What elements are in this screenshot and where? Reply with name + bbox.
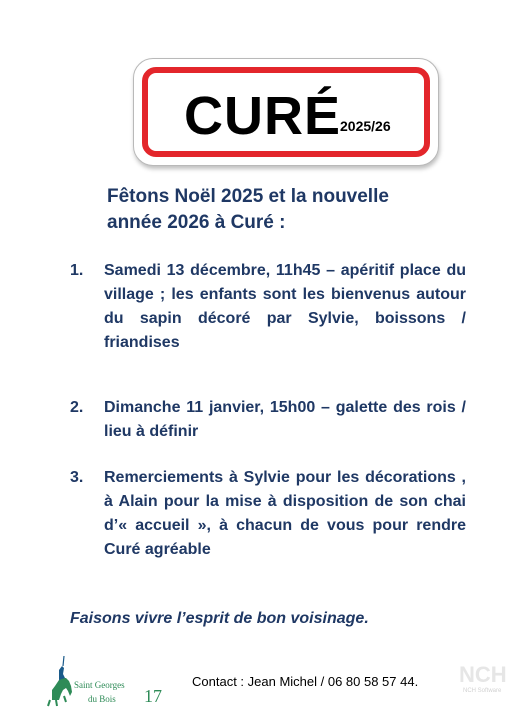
list-item-text: Remerciements à Sylvie pour les décorations , à Alain pour la mise à disposition de son chai d’« accueil », à chacun de vous pour rendre Curé agréable <box>104 469 466 558</box>
headline <box>107 184 467 236</box>
logo-line-2: du Bois <box>88 694 116 704</box>
sign-year: 2025/26 <box>340 118 391 134</box>
watermark-caption: NCH Software <box>463 688 502 694</box>
logo-number: 17 <box>144 686 162 706</box>
saint-georges-logo <box>44 656 174 710</box>
list-item-number: 2. <box>70 399 84 416</box>
nch-watermark <box>457 658 509 698</box>
list-item-text: Samedi 13 décembre, 11h45 – apéritif place du village ; les enfants sont les bienvenus autour du sapin décoré par Sylvie, boissons / friandises <box>104 262 466 351</box>
logo-line-1: Saint Georges <box>74 680 125 690</box>
contact-info: Contact : Jean Michel / 06 80 58 57 44. <box>192 674 419 689</box>
town-sign <box>133 58 439 166</box>
watermark-logo: NCH <box>459 662 507 687</box>
list-item <box>70 466 466 562</box>
sign-red-border <box>142 67 430 157</box>
list-item <box>70 259 466 355</box>
list-item <box>70 396 466 444</box>
sign-title: CURÉ <box>184 86 342 146</box>
closing-slogan: Faisons vivre l’esprit de bon voisinage. <box>70 610 369 627</box>
horse-rider-icon <box>48 656 72 706</box>
list-item-number: 3. <box>70 469 84 486</box>
headline-line-2: année 2026 à Curé : <box>107 212 286 233</box>
headline-line-1: Fêtons Noël 2025 et la nouvelle <box>107 186 389 207</box>
list-item-number: 1. <box>70 262 84 279</box>
list-item-text: Dimanche 11 janvier, 15h00 – galette des rois / lieu à définir <box>104 399 466 440</box>
